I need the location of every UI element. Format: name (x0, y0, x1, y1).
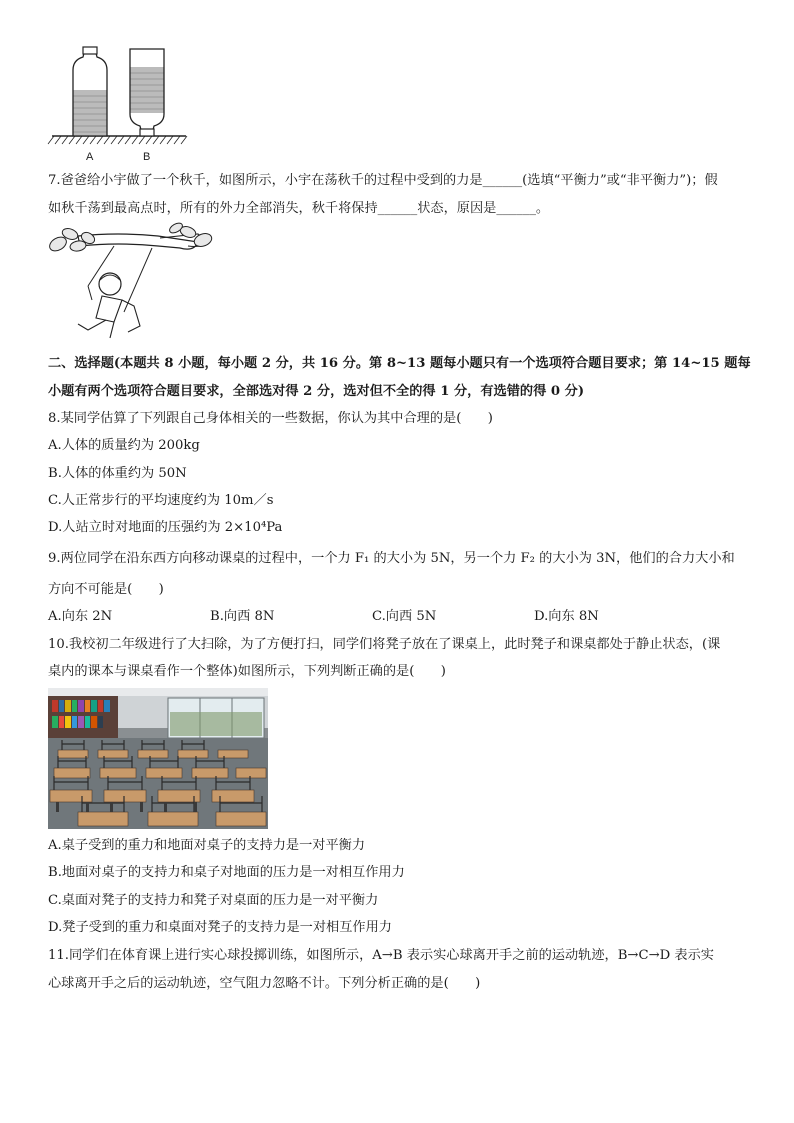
section2-line1: 二、选择题(本题共 8 小题，每小题 2 分，共 16 分。第 8~13 题每小题只有一个选项符合题目要求；第 14~15 题每 (48, 356, 751, 371)
classroom-photo (48, 688, 268, 829)
q10-option-a: A.桌子受到的重力和地面对桌子的支持力是一对平衡力 (48, 838, 366, 853)
q11-line1: 11.同学们在体育课上进行实心球投掷训练，如图所示，A→B 表示实心球离开手之前的运动轨迹，B→C→D 表示实 (48, 948, 714, 963)
q10-option-c: C.桌面对凳子的支持力和凳子对桌面的压力是一对平衡力 (48, 893, 379, 908)
bottle-a (73, 47, 107, 136)
q10-option-d: D.凳子受到的重力和桌面对凳子的支持力是一对相互作用力 (48, 920, 392, 935)
q8-option-a: A.人体的质量约为 200kg (48, 438, 200, 453)
q8-option-b: B.人体的体重约为 50N (48, 466, 187, 481)
bottle-label-b: B (143, 151, 151, 163)
q9-option-d: D.向东 8N (534, 609, 599, 624)
q8-stem: 8.某同学估算了下列跟自己身体相关的一些数据，你认为其中合理的是( ) (48, 411, 493, 426)
q9-option-c: C.向西 5N (372, 609, 437, 624)
q9-option-a: A.向东 2N (48, 609, 113, 624)
q9-line1: 9.两位同学在沿东西方向移动课桌的过程中，一个力 F₁ 的大小为 5N，另一个力 F₂ 的大小为 3N，他们的合力大小和 (48, 551, 735, 566)
q8-option-c: C.人正常步行的平均速度约为 10m／s (48, 493, 274, 508)
q7-line2: 如秋千荡到最高点时，所有的外力全部消失，秋千将保持______状态，原因是______。 (48, 201, 550, 216)
q9-option-b: B.向西 8N (210, 609, 275, 624)
bottles-figure (48, 44, 188, 164)
q8-option-d: D.人站立时对地面的压强约为 2×10⁴Pa (48, 520, 283, 535)
swing-figure (48, 226, 218, 346)
q9-line2: 方向不可能是( ) (48, 582, 164, 597)
q11-line2: 心球离开手之后的运动轨迹，空气阻力忽略不计。下列分析正确的是( ) (48, 976, 481, 991)
section2-line2: 小题有两个选项符合题目要求，全部选对得 2 分，选对但不全的得 1 分，有选错的得 0 分) (48, 384, 585, 399)
q10-line2: 桌内的课本与课桌看作一个整体)如图所示，下列判断正确的是( ) (48, 664, 446, 679)
bottle-label-a: A (86, 151, 94, 163)
q7-line1: 7.爸爸给小宇做了一个秋千，如图所示，小宇在荡秋千的过程中受到的力是______(选填“平衡力”或“非平衡力”)；假 (48, 173, 718, 188)
q10-line1: 10.我校初二年级进行了大扫除，为了方便打扫，同学们将凳子放在了课桌上，此时凳子和课桌都处于静止状态，(课 (48, 637, 721, 652)
q10-option-b: B.地面对桌子的支持力和桌子对地面的压力是一对相互作用力 (48, 865, 405, 880)
bottle-b (130, 49, 164, 136)
